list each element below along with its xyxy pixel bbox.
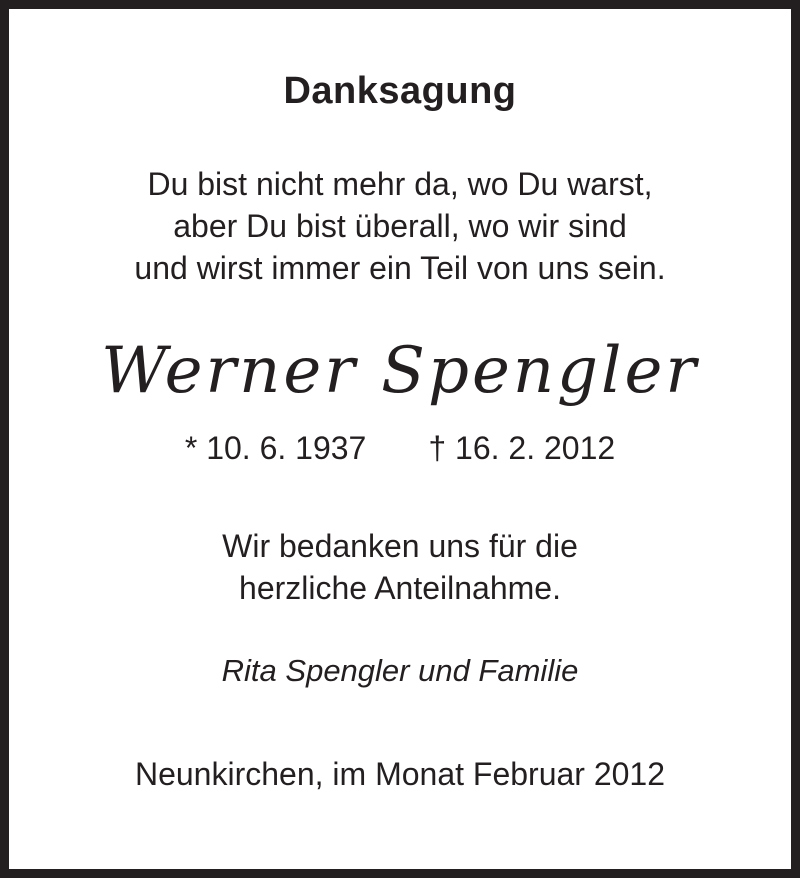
family-signature: Rita Spengler und Familie xyxy=(221,653,579,688)
place-date-line: Neunkirchen, im Monat Februar 2012 xyxy=(134,756,666,792)
thanks-line-1: Wir bedanken uns für die xyxy=(222,528,578,564)
memorial-poem xyxy=(9,163,791,289)
deceased-name: Werner Spengler xyxy=(101,334,699,408)
thanks-line-2: herzliche Anteilnahme. xyxy=(239,570,561,606)
birth-date: * 10. 6. 1937 xyxy=(184,430,367,466)
poem-line-3: und wirst immer ein Teil von uns sein. xyxy=(134,250,666,286)
death-date: † 16. 2. 2012 xyxy=(428,430,616,466)
poem-line-2: aber Du bist überall, wo wir sind xyxy=(173,208,627,244)
thanks-text xyxy=(9,525,791,609)
poem-line-1: Du bist nicht mehr da, wo Du warst, xyxy=(147,166,653,202)
obituary-content xyxy=(9,71,791,795)
notice-title: Danksagung xyxy=(283,70,517,112)
life-dates xyxy=(9,427,791,469)
